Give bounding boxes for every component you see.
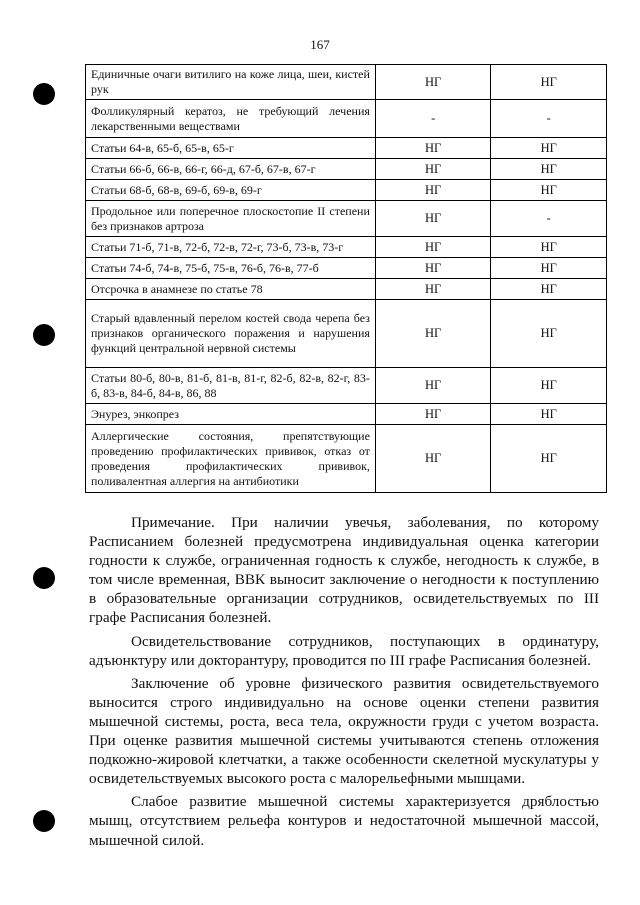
row-description: Статьи 68-б, 68-в, 69-б, 69-в, 69-г	[86, 180, 376, 201]
weak-muscles-paragraph: Слабое развитие мышечной системы характеризуется дряблостью мышц, отсутствием рельефа контуров и недостаточной мышечной массой, мышечной силой.	[89, 793, 599, 849]
row-value-col1: НГ	[375, 65, 491, 100]
row-value-col1: НГ	[375, 368, 491, 404]
row-value-col1: НГ	[375, 138, 491, 159]
physical-development-paragraph: Заключение об уровне физического развития освидетельствуемого выносится строго индивидуально на основе оценки степени развития мышечной системы, роста, веса тела, окружности груди с учетом возраста. При оценке развития мышечной системы учитываются степень отложения подкожно-жировой клетчатки, а также особенности скелетной мускулатуры у освидетельствуемых высокого роста с малорельефными мышцами.	[89, 674, 599, 788]
table-row	[86, 159, 607, 180]
row-description: Статьи 66-б, 66-в, 66-г, 66-д, 67-б, 67-в, 67-г	[86, 159, 376, 180]
body-text	[89, 513, 599, 854]
table-row	[86, 258, 607, 279]
table-row	[86, 404, 607, 425]
row-description: Единичные очаги витилиго на коже лица, шеи, кистей рук	[86, 65, 376, 100]
row-value-col1: НГ	[375, 159, 491, 180]
row-description: Энурез, энкопрез	[86, 404, 376, 425]
row-value-col2: -	[491, 100, 607, 138]
row-value-col1: НГ	[375, 425, 491, 493]
punch-hole-3	[33, 567, 55, 589]
table-row	[86, 201, 607, 237]
row-value-col2: НГ	[491, 65, 607, 100]
row-value-col1: НГ	[375, 258, 491, 279]
row-value-col2: НГ	[491, 368, 607, 404]
table-row	[86, 300, 607, 368]
row-description: Статьи 64-в, 65-б, 65-в, 65-г	[86, 138, 376, 159]
punch-hole-1	[33, 83, 55, 105]
page-number: 167	[310, 37, 330, 52]
row-description: Фолликулярный кератоз, не требующий лечения лекарственными веществами	[86, 100, 376, 138]
table-row	[86, 279, 607, 300]
table-row	[86, 237, 607, 258]
row-description: Отсрочка в анамнезе по статье 78	[86, 279, 376, 300]
row-value-col2: -	[491, 201, 607, 237]
table-row	[86, 368, 607, 404]
row-value-col2: НГ	[491, 425, 607, 493]
row-description: Статьи 74-б, 74-в, 75-б, 75-в, 76-б, 76-в, 77-б	[86, 258, 376, 279]
table-row	[86, 138, 607, 159]
residency-paragraph: Освидетельствование сотрудников, поступающих в ординатуру, адъюнктуру или докторантуру, проводится по III графе Расписания болезней.	[89, 632, 599, 669]
row-value-col2: НГ	[491, 159, 607, 180]
row-description: Статьи 80-б, 80-в, 81-б, 81-в, 81-г, 82-б, 82-в, 82-г, 83-б, 83-в, 84-б, 84-в, 86, 88	[86, 368, 376, 404]
row-value-col2: НГ	[491, 258, 607, 279]
row-description: Продольное или поперечное плоскостопие II степени без признаков артроза	[86, 201, 376, 237]
fitness-table	[85, 64, 607, 493]
row-value-col1: -	[375, 100, 491, 138]
row-value-col2: НГ	[491, 180, 607, 201]
table-row	[86, 100, 607, 138]
row-description: Старый вдавленный перелом костей свода черепа без признаков органического поражения и нарушения функций центральной нервной системы	[86, 300, 376, 368]
table-row	[86, 65, 607, 100]
row-description: Статьи 71-б, 71-в, 72-б, 72-в, 72-г, 73-б, 73-в, 73-г	[86, 237, 376, 258]
row-description: Аллергические состояния, препятствующие проведению профилактических прививок, отказ от проведения профилактических прививок, поливалентная аллергия на антибиотики	[86, 425, 376, 493]
note-paragraph: Примечание. При наличии увечья, заболевания, по которому Расписанием болезней предусмотрена индивидуальная оценка категории годности к службе, ограниченная годность к службе, негодность к службе, в том числе временная, ВВК выносит заключение о негодности к поступлению в образовательные организации сотрудников, освидетельствуемых по III графе Расписания болезней.	[89, 514, 599, 627]
row-value-col1: НГ	[375, 237, 491, 258]
row-value-col2: НГ	[491, 279, 607, 300]
row-value-col2: НГ	[491, 237, 607, 258]
row-value-col1: НГ	[375, 300, 491, 368]
punch-hole-4	[33, 810, 55, 832]
row-value-col2: НГ	[491, 300, 607, 368]
row-value-col1: НГ	[375, 404, 491, 425]
row-value-col2: НГ	[491, 138, 607, 159]
table-row	[86, 425, 607, 493]
row-value-col1: НГ	[375, 201, 491, 237]
table-row	[86, 180, 607, 201]
row-value-col2: НГ	[491, 404, 607, 425]
row-value-col1: НГ	[375, 180, 491, 201]
row-value-col1: НГ	[375, 279, 491, 300]
punch-hole-2	[33, 324, 55, 346]
